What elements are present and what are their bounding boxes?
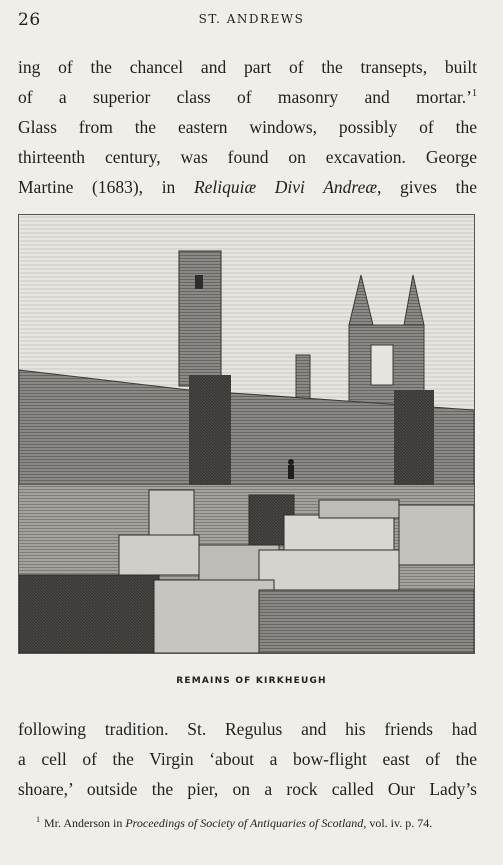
body-text-bottom — [18, 714, 477, 804]
st-rules-tower — [179, 251, 221, 386]
kirkheugh-engraving — [18, 214, 475, 654]
text-line: thirteenth century, was found on excavation. George — [18, 147, 477, 167]
book-title-italic: Reliquiæ Divi Andreæ — [193, 177, 378, 197]
text-line: following tradition. St. Regulus and his friends had — [18, 719, 477, 739]
text-line: shoare,’ outside the pier, on a rock called Our Lady’s — [18, 779, 477, 799]
text-line: Martine (1683), in Reliquiæ Divi Andreæ, gives the — [18, 177, 477, 197]
footnote-journal-title-cont: Scotland — [321, 816, 364, 830]
page-header — [18, 10, 485, 32]
body-text-top — [18, 52, 477, 202]
text-line: a cell of the Virgin ‘about a bow-flight east of the — [18, 749, 477, 769]
text-line: ing of the chancel and part of the transepts, built — [18, 57, 477, 77]
page-number: 26 — [18, 10, 41, 30]
footnote-journal-title: Proceedings of Society of Antiquaries of — [125, 816, 319, 830]
footnote-mark: 1 — [36, 815, 40, 824]
text-line: of a superior class of masonry and mortar.’$^1$ — [18, 87, 477, 107]
figure-caption: REMAINS OF KIRKHEUGH — [176, 676, 327, 686]
footnote-reference: 1 — [472, 88, 477, 100]
distant-spire — [296, 355, 310, 400]
running-head: ST. ANDREWS — [198, 12, 305, 26]
figure-person — [288, 459, 294, 479]
footnote: $^1$ Mr. Anderson in Proceedings of Society of Antiquaries of Scotland, vol. iv. p. 74. — [36, 815, 433, 830]
text-line: Glass from the eastern windows, possibly of the — [18, 117, 477, 137]
